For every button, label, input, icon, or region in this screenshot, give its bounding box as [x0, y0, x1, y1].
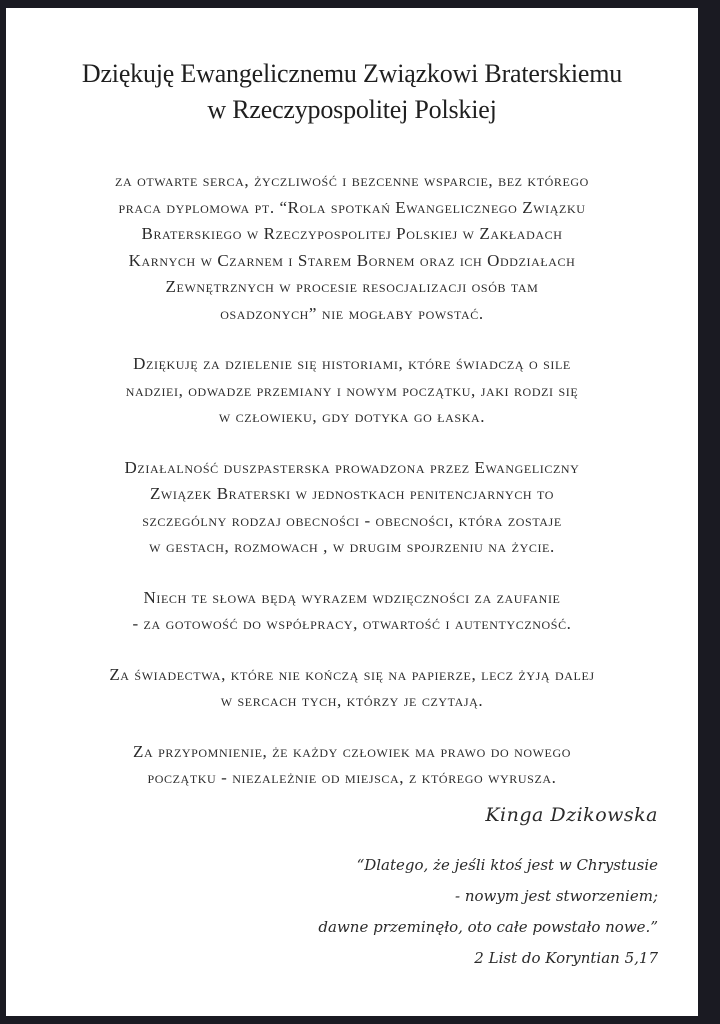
title-line: Dziękuję Ewangelicznemu Związkowi Braterskiemu: [81, 59, 623, 88]
author-signature: Kinga Dzikowska: [485, 804, 658, 826]
paragraph-line: Działalność duszpasterska prowadzona przez Ewangeliczny: [124, 457, 580, 477]
paragraph-line: Zewnętrznych w procesie resocjalizacji osób tam: [165, 277, 539, 296]
letter-sheet: [6, 8, 698, 1016]
title-line: w Rzeczypospolitej Polskiej: [207, 95, 497, 124]
paragraph-line: Związek Braterski w jednostkach penitencjarnych to: [149, 484, 555, 503]
paragraph-line: praca dyplomowa pt. “Rola spotkań Ewangelicznego Związku: [118, 197, 586, 217]
paragraph-line: osadzonych” nie mogłaby powstać.: [220, 303, 484, 323]
quote-line: - nowym jest stworzeniem;: [454, 887, 658, 905]
paragraph-line: nadziei, odwadze przemiany i nowym początku, jaki rodzi się: [125, 380, 579, 400]
paragraph-ministry: [32, 455, 672, 561]
paragraph-line: za otwarte serca, życzliwość i bezcenne wsparcie, bez którego: [115, 171, 589, 190]
paragraph-line: Niech te słowa będą wyrazem wdzięczności za zaufanie: [143, 587, 561, 607]
bible-quote: [238, 850, 658, 974]
paragraph-line: Karnych w Czarnem i Starem Bornem oraz ich Oddziałach: [128, 250, 576, 270]
paragraph-line: w gestach, rozmowach , w drugim spojrzeniu na życie.: [149, 537, 555, 556]
paragraph-line: w człowieku, gdy dotyka go łaska.: [218, 407, 486, 426]
paragraph-line: w sercach tych, którzy je czytają.: [220, 691, 484, 710]
paragraph-reminder: [32, 739, 672, 792]
paragraph-line: Braterskiego w Rzeczypospolitej Polskiej w Zakładach: [141, 224, 563, 243]
paragraph-gratitude: [32, 585, 672, 638]
letter-title: [6, 56, 698, 128]
paragraph-line: początku - niezależnie od miejsca, z którego wyrusza.: [147, 768, 557, 787]
quote-line: dawne przeminęło, oto całe powstało nowe.”: [318, 918, 658, 936]
paragraph-line: szczególny rodzaj obecności - obecności, która zostaje: [142, 510, 562, 530]
paragraph-line: Za przypomnienie, że każdy człowiek ma prawo do nowego: [132, 741, 572, 761]
quote-reference: 2 List do Koryntian 5,17: [474, 949, 658, 967]
paragraph-stories: [32, 351, 672, 431]
paragraph-testimonies: [32, 662, 672, 715]
paragraph-thanks: [32, 168, 672, 327]
quote-line: “Dlatego, że jeśli ktoś jest w Chrystusie: [356, 856, 658, 874]
paragraph-line: Za świadectwa, które nie kończą się na papierze, lecz żyją dalej: [109, 664, 595, 684]
paragraph-line: - za gotowość do współpracy, otwartość i autentyczność.: [132, 614, 572, 633]
paragraph-line: Dziękuję za dzielenie się historiami, które świadczą o sile: [133, 354, 571, 373]
